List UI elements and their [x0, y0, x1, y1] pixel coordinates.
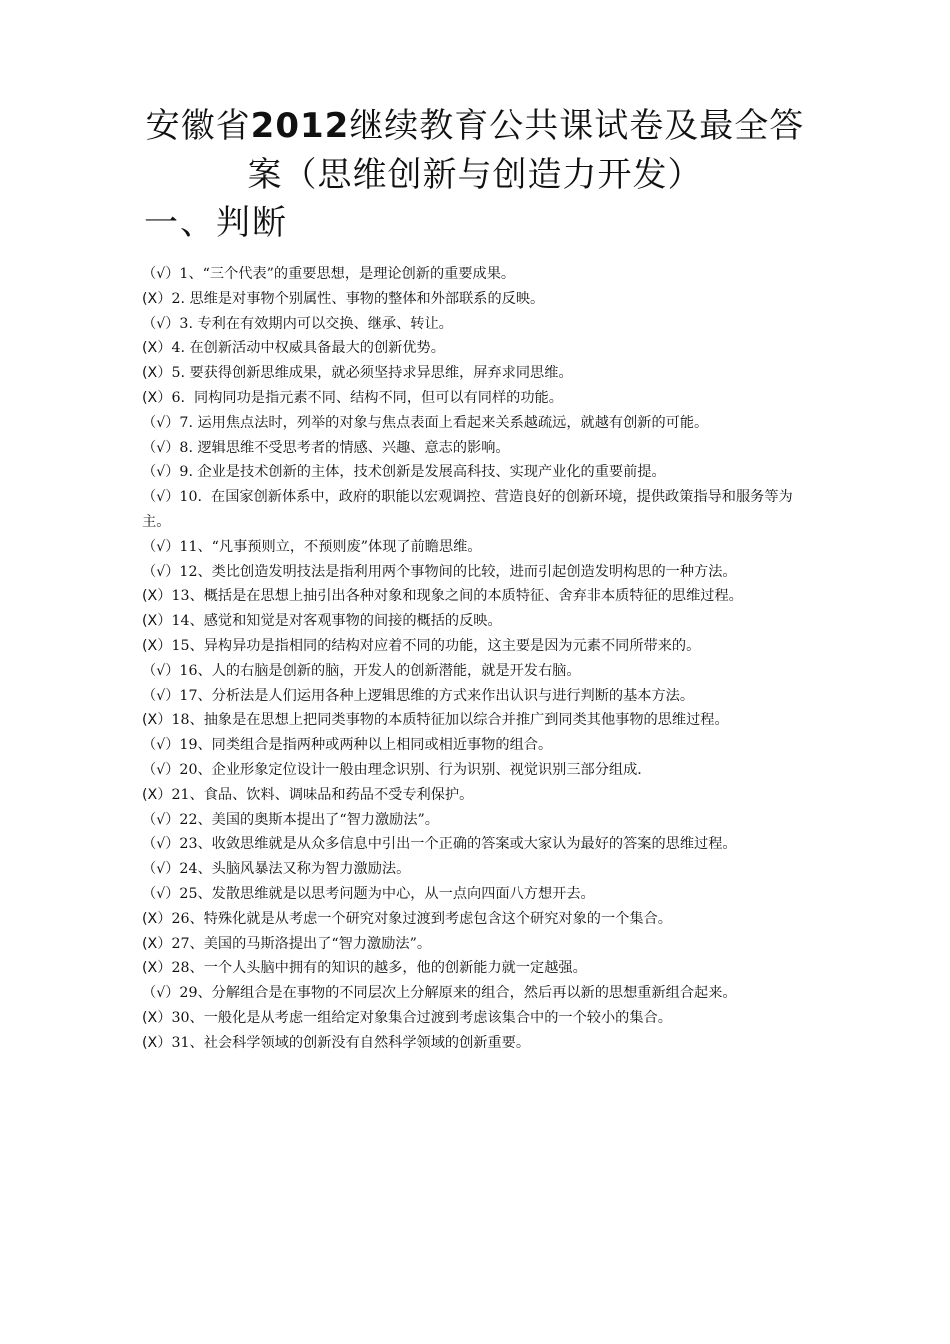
title-year: 2012	[250, 106, 350, 146]
question-text: 25、发散思维就是以思考问题为中心，从一点向四面八方想开去。	[179, 885, 595, 902]
question-item	[142, 535, 814, 560]
answer-mark: (X）	[142, 712, 172, 729]
question-text: 30、一般化是从考虑一组给定对象集合过渡到考虑该集合中的一个较小的集合。	[171, 1009, 672, 1026]
answer-mark: （√）	[142, 266, 180, 282]
document-title-line-1	[110, 106, 840, 146]
answer-mark: （√）	[142, 737, 180, 754]
question-item	[142, 634, 814, 659]
section-heading: 一、判断	[144, 203, 288, 243]
question-item	[142, 609, 814, 634]
answer-mark: （√）	[142, 761, 180, 778]
question-text: 31、社会科学领域的创新没有自然科学领域的创新重要。	[171, 1034, 531, 1051]
answer-mark: （√）	[142, 885, 180, 902]
answer-mark: (X）	[142, 290, 172, 307]
question-text: 13、概括是在思想上抽引出各种对象和现象之间的本质特征、舍弃非本质特征的思维过程。	[171, 588, 743, 605]
document-title-line-2: 案（思维创新与创造力开发）	[247, 155, 703, 195]
question-item	[142, 981, 814, 1006]
question-text: 4. 在创新活动中权威具备最大的创新优势。	[171, 340, 445, 357]
question-text: 1、“三个代表”的重要思想，是理论创新的重要成果。	[179, 266, 516, 282]
question-item	[142, 1031, 814, 1056]
question-text: 24、头脑风暴法又称为智力激励法。	[179, 861, 411, 878]
question-text: 19、同类组合是指两种或两种以上相同或相近事物的组合。	[179, 737, 553, 754]
question-item	[142, 659, 814, 684]
answer-mark: (X）	[142, 786, 172, 803]
question-text: 27、美国的马斯洛提出了“智力激励法”。	[171, 935, 432, 952]
question-item	[142, 485, 814, 535]
question-item	[142, 560, 814, 585]
question-item	[142, 1006, 814, 1031]
question-text: 29、分解组合是在事物的不同层次上分解原来的组合，然后再以新的思想重新组合起来。	[179, 985, 737, 1002]
answer-mark: （√）	[142, 811, 180, 828]
question-text: 7. 运用焦点法时，列举的对象与焦点表面上看起来关系越疏远，就越有创新的可能。	[179, 414, 709, 431]
answer-mark: （√）	[142, 439, 180, 456]
question-text: 21、食品、饮料、调味品和药品不受专利保护。	[171, 786, 474, 803]
answer-mark: （√）	[142, 836, 180, 853]
answer-mark: （√）	[142, 464, 180, 481]
question-item	[142, 411, 814, 436]
question-text: 18、抽象是在思想上把同类事物的本质特征加以综合并推广到同类其他事物的思维过程。	[171, 712, 729, 729]
question-item	[142, 584, 814, 609]
question-list	[142, 262, 814, 1056]
question-text: 22、美国的奥斯本提出了“智力激励法”。	[179, 811, 439, 828]
answer-mark: (X）	[142, 1009, 172, 1026]
title-prefix: 安徽省	[145, 106, 251, 146]
answer-mark: （√）	[142, 563, 180, 580]
question-text: 28、一个人头脑中拥有的知识的越多，他的创新能力就一定越强。	[171, 960, 587, 977]
question-item	[142, 436, 814, 461]
question-text: 5. 要获得创新思维成果，就必须坚持求异思维，屏弃求同思维。	[171, 365, 573, 382]
answer-mark: (X）	[142, 365, 172, 382]
question-text: 10. 在国家创新体系中，政府的职能以宏观调控、营造良好的创新环境，提供政策指导和服务等为 主。	[142, 489, 793, 530]
answer-mark: （√）	[142, 861, 180, 878]
question-item	[142, 733, 814, 758]
question-item	[142, 783, 814, 808]
question-text: 23、收敛思维就是从众多信息中引出一个正确的答案或大家认为最好的答案的思维过程。	[179, 836, 737, 853]
answer-mark: (X）	[142, 588, 172, 605]
question-text: 17、分析法是人们运用各种上逻辑思维的方式来作出认识与进行判断的基本方法。	[179, 687, 695, 704]
answer-mark: （√）	[142, 489, 180, 506]
question-text: 8. 逻辑思维不受思考者的情感、兴趣、意志的影响。	[179, 439, 510, 456]
answer-mark: (X）	[142, 340, 172, 357]
question-text: 2. 思维是对事物个别属性、事物的整体和外部联系的反映。	[171, 290, 545, 307]
question-item	[142, 882, 814, 907]
question-item	[142, 262, 814, 287]
question-item	[142, 758, 814, 783]
question-item	[142, 312, 814, 337]
question-item	[142, 336, 814, 361]
question-text: 3. 专利在有效期内可以交换、继承、转让。	[179, 315, 453, 332]
question-text: 11、“凡事预则立，不预则废”体现了前瞻思维。	[179, 538, 482, 555]
title-rest: 继续教育公共课试卷及最全答	[349, 106, 805, 146]
question-item	[142, 287, 814, 312]
answer-mark: (X）	[142, 1034, 172, 1051]
question-text: 12、类比创造发明技法是指利用两个事物间的比较，进而引起创造发明构思的一种方法。	[179, 563, 737, 580]
answer-mark: （√）	[142, 687, 180, 704]
question-item	[142, 460, 814, 485]
question-item	[142, 932, 814, 957]
question-text: 15、异构异功是指相同的结构对应着不同的功能，这主要是因为元素不同所带来的。	[171, 637, 701, 654]
question-item	[142, 708, 814, 733]
answer-mark: （√）	[142, 538, 180, 555]
question-text: 9. 企业是技术创新的主体，技术创新是发展高科技、实现产业化的重要前提。	[179, 464, 666, 481]
answer-mark: (X）	[142, 613, 172, 630]
question-item	[142, 361, 814, 386]
answer-mark: （√）	[142, 315, 180, 332]
answer-mark: （√）	[142, 414, 180, 431]
question-item	[142, 684, 814, 709]
question-text: 6. 同构同功是指元素不同、结构不同，但可以有同样的功能。	[171, 389, 563, 406]
answer-mark: (X）	[142, 389, 172, 406]
question-text: 16、人的右脑是创新的脑，开发人的创新潜能，就是开发右脑。	[179, 662, 581, 679]
question-text: 20、企业形象定位设计一般由理念识别、行为识别、视觉识别三部分组成.	[179, 761, 642, 778]
answer-mark: （√）	[142, 985, 180, 1002]
answer-mark: (X）	[142, 960, 172, 977]
answer-mark: (X）	[142, 935, 172, 952]
question-item	[142, 907, 814, 932]
answer-mark: (X）	[142, 910, 172, 927]
question-item	[142, 386, 814, 411]
question-item	[142, 857, 814, 882]
question-item	[142, 808, 814, 833]
question-text: 26、特殊化就是从考虑一个研究对象过渡到考虑包含这个研究对象的一个集合。	[171, 910, 672, 927]
question-text: 14、感觉和知觉是对客观事物的间接的概括的反映。	[171, 613, 502, 630]
answer-mark: （√）	[142, 662, 180, 679]
question-item	[142, 832, 814, 857]
question-item	[142, 956, 814, 981]
answer-mark: (X）	[142, 637, 172, 654]
